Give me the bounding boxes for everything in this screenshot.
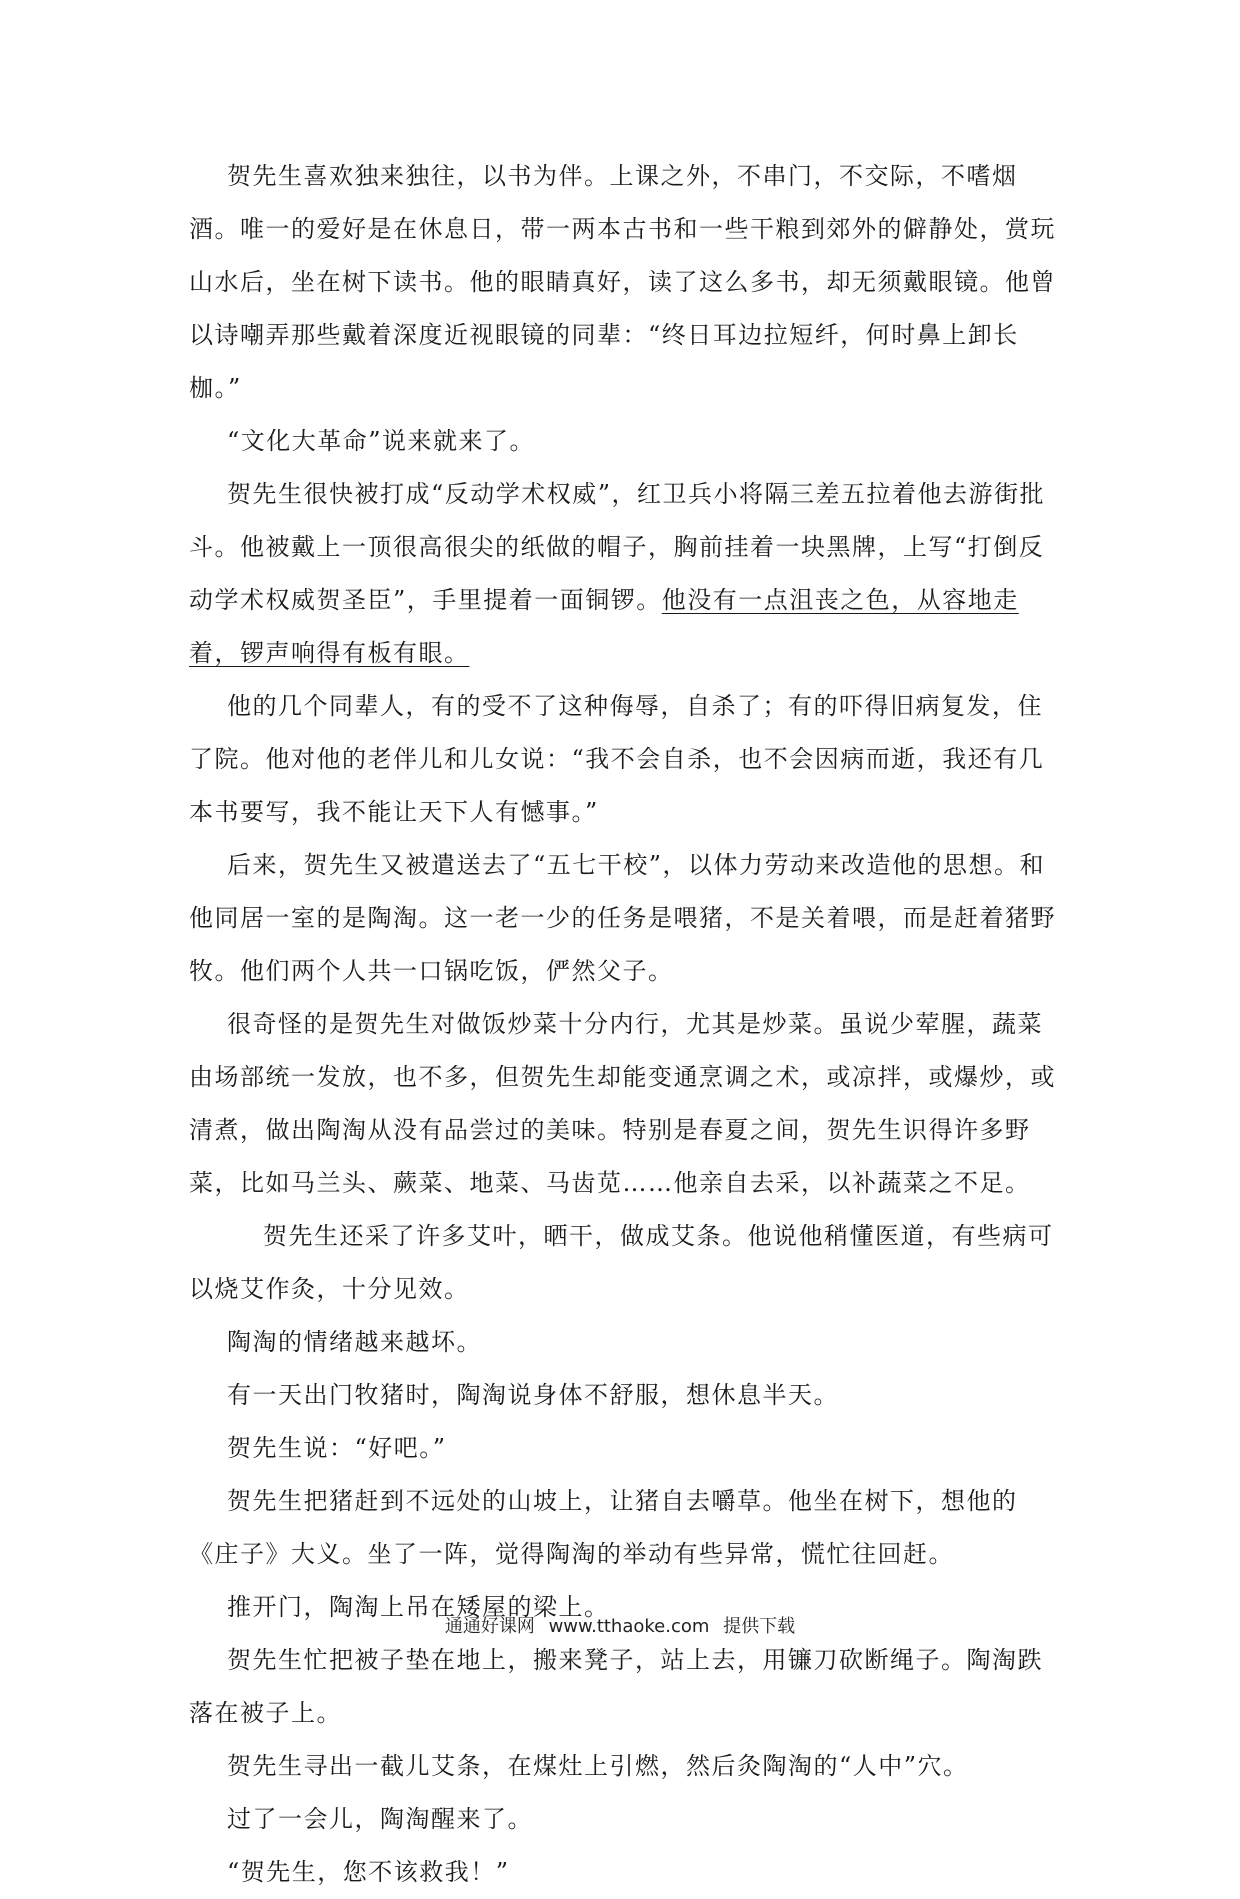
paragraph-struggle-session — [189, 468, 1057, 680]
footer-url[interactable]: www.tthaoke.com — [548, 1616, 710, 1637]
paragraph-moxa: 贺先生还采了许多艾叶，晒干，做成艾条。他说他稍懂医道，有些病可以烧艾作灸，十分见效。 — [189, 1222, 1054, 1303]
paragraph-mood: 陶淘的情绪越来越坏。 — [227, 1328, 482, 1356]
paragraph-reply: 贺先生说：“好吧。” — [227, 1434, 447, 1462]
struggle-text: 贺先生很快被打成“反动学术权威”，红卫兵小将隔三差五拉着他去游街批斗。他被戴上一顶很高很尖的纸做的帽子，胸前挂着一块黑牌，上写“打倒反动学术权威贺圣臣”，手里提着一面铜锣。 — [189, 480, 1046, 614]
paragraph-rescue: 贺先生忙把被子垫在地上，搬来凳子，站上去，用镰刀砍断绳子。陶淘跌落在被子上。 — [189, 1646, 1043, 1727]
paragraph-cadre-school: 后来，贺先生又被遣送去了“五七干校”，以体力劳动来改造他的思想。和他同居一室的是陶淘。这一老一少的任务是喂猪，不是关着喂，而是赶着猪野牧。他们两个人共一口锅吃饭，俨然父子。 — [189, 851, 1056, 985]
paragraph-dialogue: “贺先生，您不该救我！” — [227, 1858, 510, 1886]
paragraph-moxibustion: 贺先生寻出一截儿艾条，在煤灶上引燃，然后灸陶淘的“人中”穴。 — [227, 1752, 969, 1780]
footer-site-name: 通通好课网 — [444, 1616, 535, 1637]
paragraph-hillside: 贺先生把猪赶到不远处的山坡上，让猪自去嚼草。他坐在树下，想他的《庄子》大义。坐了一阵，觉得陶淘的举动有些异常，慌忙往回赶。 — [189, 1487, 1018, 1568]
paragraph-unwell: 有一天出门牧猪时，陶淘说身体不舒服，想休息半天。 — [227, 1381, 839, 1409]
page-footer — [0, 1612, 1240, 1638]
paragraph-awake: 过了一会儿，陶淘醒来了。 — [227, 1805, 533, 1833]
paragraph-colleagues: 他的几个同辈人，有的受不了这种侮辱，自杀了；有的吓得旧病复发，住了院。他对他的老伴儿和儿女说：“我不会自杀，也不会因病而逝，我还有几本书要写，我不能让天下人有憾事。” — [189, 692, 1045, 826]
paragraph-cooking: 很奇怪的是贺先生对做饭炒菜十分内行，尤其是炒菜。虽说少荤腥，蔬菜由场部统一发放，也不多，但贺先生却能变通烹调之术，或凉拌，或爆炒，或清煮，做出陶淘从没有品尝过的美味。特别是春夏之间，贺先生识得许多野菜，比如马兰头、蕨菜、地菜、马齿苋……他亲自去采，以补蔬菜之不足。 — [189, 1010, 1056, 1197]
paragraph-door: 推开门，陶淘上吊在矮屋的梁上。 — [227, 1593, 610, 1621]
footer-suffix: 提供下载 — [723, 1616, 796, 1637]
paragraph-cultural-revolution: “文化大革命”说来就来了。 — [227, 427, 536, 455]
underlined-sentence: 他没有一点沮丧之色，从容地走着，锣声响得有板有眼。 — [189, 586, 1019, 667]
paragraph-habits: 贺先生喜欢独来独往，以书为伴。上课之外，不串门，不交际，不嗜烟酒。唯一的爱好是在休息日，带一两本古书和一些干粮到郊外的僻静处，赏玩山水后，坐在树下读书。他的眼睛真好，读了这么多书，却无须戴眼镜。他曾以诗嘲弄那些戴着深度近视眼镜的同辈：“终日耳边拉短纤，何时鼻上卸长枷。” — [189, 162, 1056, 402]
